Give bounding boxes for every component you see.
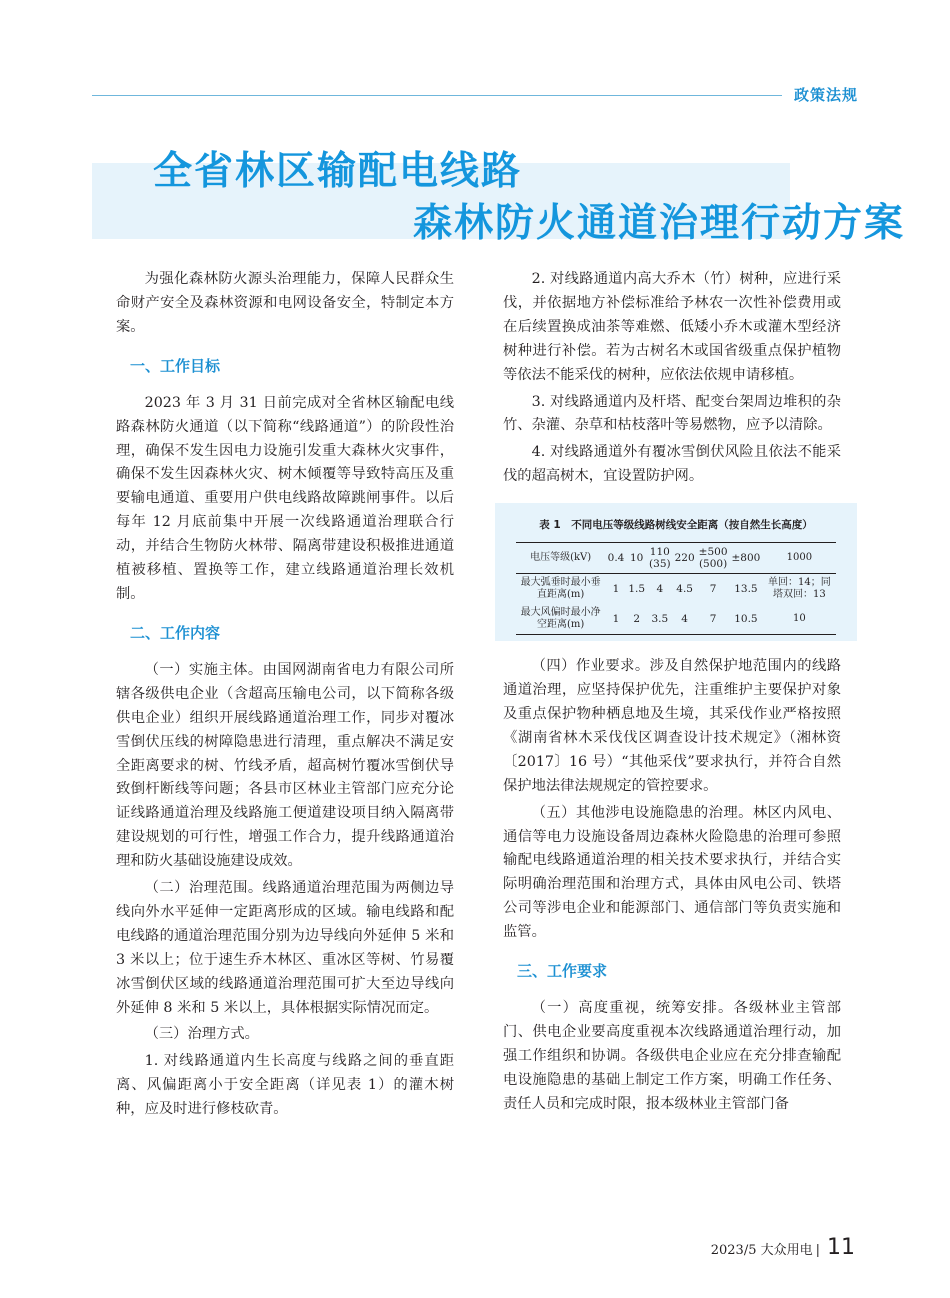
- heading-requirements: 三、工作要求: [517, 962, 608, 981]
- table-cell: 4: [673, 604, 697, 635]
- table-cell: 13.5: [734, 583, 758, 596]
- section-tag: 政策法规: [793, 86, 858, 104]
- heading-content: 二、工作内容: [130, 623, 221, 642]
- title-line-1: 全省林区输配电线路: [153, 149, 523, 194]
- method-item-3: 3. 对线路通道内及杆塔、配变台架周边堆积的杂竹、杂灌、杂草和枯枝落叶等易燃物，应予以清除。: [503, 393, 841, 434]
- method-item-4: 4. 对线路通道外有覆冰雪倒伏风险且依法不能采伐的超高树木，宜设置防护网。: [503, 444, 841, 485]
- table-cell: ±800: [730, 543, 763, 574]
- page-footer: [711, 1235, 855, 1260]
- goal-paragraph: 2023 年 3 月 31 日前完成对全省林区输配电线路森林防火通道（以下简称“线路通道”）的阶段性治理，确保不发生因电力设施引发重大森林火灾事件，确保不发生因森林火灾、树木倾覆等导致特高压及重要输电通道、重要用户供电线路故障跳闸事件。以后每年 12 月底前集中开展一次线路通道治理联合行动，并结合生物防火林带、隔离带建设积极推进通道植被移植、置换等工作，建立线路通道治理长效机制。: [116, 394, 454, 602]
- table-cell: 10: [762, 604, 836, 635]
- table-row-label: 最大风偏时最小净空距离(m): [516, 604, 606, 635]
- table-cell: 1: [606, 604, 627, 635]
- title-line-2: 森林防火通道治理行动方案: [413, 201, 906, 246]
- table-row-label: 最大弧垂时最小垂直距离(m): [520, 577, 601, 601]
- footer-issue: 2023/5 大众用电: [710, 1243, 813, 1258]
- method-paragraph: （三）治理方式。: [144, 1026, 259, 1043]
- page-number: 11: [827, 1235, 855, 1260]
- table-cell: 4: [656, 583, 664, 596]
- footer-divider: |: [815, 1243, 820, 1258]
- left-column: [116, 268, 454, 1122]
- table-cell: 2: [626, 604, 647, 635]
- table-cell: 1000: [762, 543, 836, 574]
- requirements-paragraph: （四）作业要求。涉及自然保护地范围内的线路通道治理，应坚持保护优先，注重维护主要保护对象及重点保护物种栖息地及生境，其采伐作业严格按照《湖南省林木采伐伐区调查设计技术规定》（湘林资〔2017〕16 号）“其他采伐”要求执行，并符合自然保护地法律法规规定的管控要求。: [503, 658, 841, 794]
- table-cell: 3.5: [647, 604, 673, 635]
- method-item-1: 1. 对线路通道内生长高度与线路之间的垂直距离、风偏距离小于安全距离（详见表 1）的灌木树种，应及时进行修枝砍青。: [116, 1053, 454, 1118]
- subject-paragraph: （一）实施主体。由国网湖南省电力有限公司所辖各级供电企业（含超高压输电公司，以下简称各级供电企业）组织开展线路通道治理工作，同步对覆冰雪倒伏压线的树障隐患进行清理，重点解决不满足安全距离要求的树、竹线矛盾，超高树竹覆冰雪倒伏导致倒杆断线等问题；各县市区林业主管部门应充分论证线路通道治理及线路施工便道建设项目纳入隔离带建设规划的可行性，增强工作合力，提升线路通道治理和防火基础设施建设成效。: [116, 661, 454, 870]
- table-cell: 10: [626, 543, 647, 574]
- table-row: [516, 543, 837, 574]
- table-cell: 4.5: [676, 583, 693, 596]
- method-item-2: 2. 对线路通道内高大乔木（竹）树种，应进行采伐，并依据地方补偿标准给予林农一次性补偿费用或在后续置换成油茶等难燃、低矮小乔木或灌木型经济树种进行补偿。若为古树名木或国省级重点保护植物等依法不能采伐的树种，应依法依规申请移植。: [503, 271, 841, 383]
- table-caption: 表 1 不同电压等级线路树线安全距离（按自然生长高度）: [539, 519, 813, 532]
- header-rule: [92, 95, 782, 96]
- intro-paragraph: 为强化森林防火源头治理能力，保障人民群众生命财产安全及森林资源和电网设备安全，特制定本方案。: [116, 271, 454, 335]
- table-cell: ±500 (500): [697, 543, 730, 574]
- table-box: [495, 503, 857, 641]
- table-cell: 0.4: [606, 543, 627, 574]
- table-cell: 110 (35): [647, 543, 673, 574]
- table-cell: 10.5: [730, 604, 763, 635]
- table-row: [516, 604, 837, 635]
- table-cell: 7: [709, 583, 717, 596]
- table-cell: 单回：14；同塔双回：13: [767, 577, 831, 601]
- safety-distance-table: [516, 542, 837, 635]
- table-cell: 1: [612, 583, 620, 596]
- other-facilities-paragraph: （五）其他涉电设施隐患的治理。林区内风电、通信等电力设施设备周边森林火险隐患的治理可参照输配电线路通道治理的相关技术要求执行，并结合实际明确治理范围和治理方式，具体由风电公司、铁塔公司等涉电企业和能源部门、通信部门等负责实施和监管。: [503, 804, 841, 941]
- scope-paragraph: （二）治理范围。线路通道治理范围为两侧边导线向外水平延伸一定距离形成的区域。输电线路和配电线路的通道治理范围分别为边导线向外延伸 5 米和 3 米以上；位于速生乔木林区、重冰区等树、竹易覆冰雪倒伏区域的线路通道治理范围可扩大至边导线向外延伸 8 米和 5 米以上，具体根据实际情况而定。: [116, 880, 454, 1016]
- table-cell: 1.5: [628, 583, 646, 596]
- duty-paragraph: （一）高度重视，统筹安排。各级林业主管部门、供电企业要高度重视本次线路通道治理行动，加强工作组织和协调。各级供电企业应在充分排查输配电设施隐患的基础上制定工作方案，明确工作任务、责任人员和完成时限，报本级林业主管部门备: [503, 1000, 841, 1112]
- right-column: [503, 268, 841, 1117]
- table-cell: 220: [673, 543, 697, 574]
- heading-goals: 一、工作目标: [130, 356, 221, 375]
- table-row: [516, 574, 837, 605]
- table-cell: 7: [697, 604, 730, 635]
- table-header-label: 电压等级(kV): [516, 543, 606, 574]
